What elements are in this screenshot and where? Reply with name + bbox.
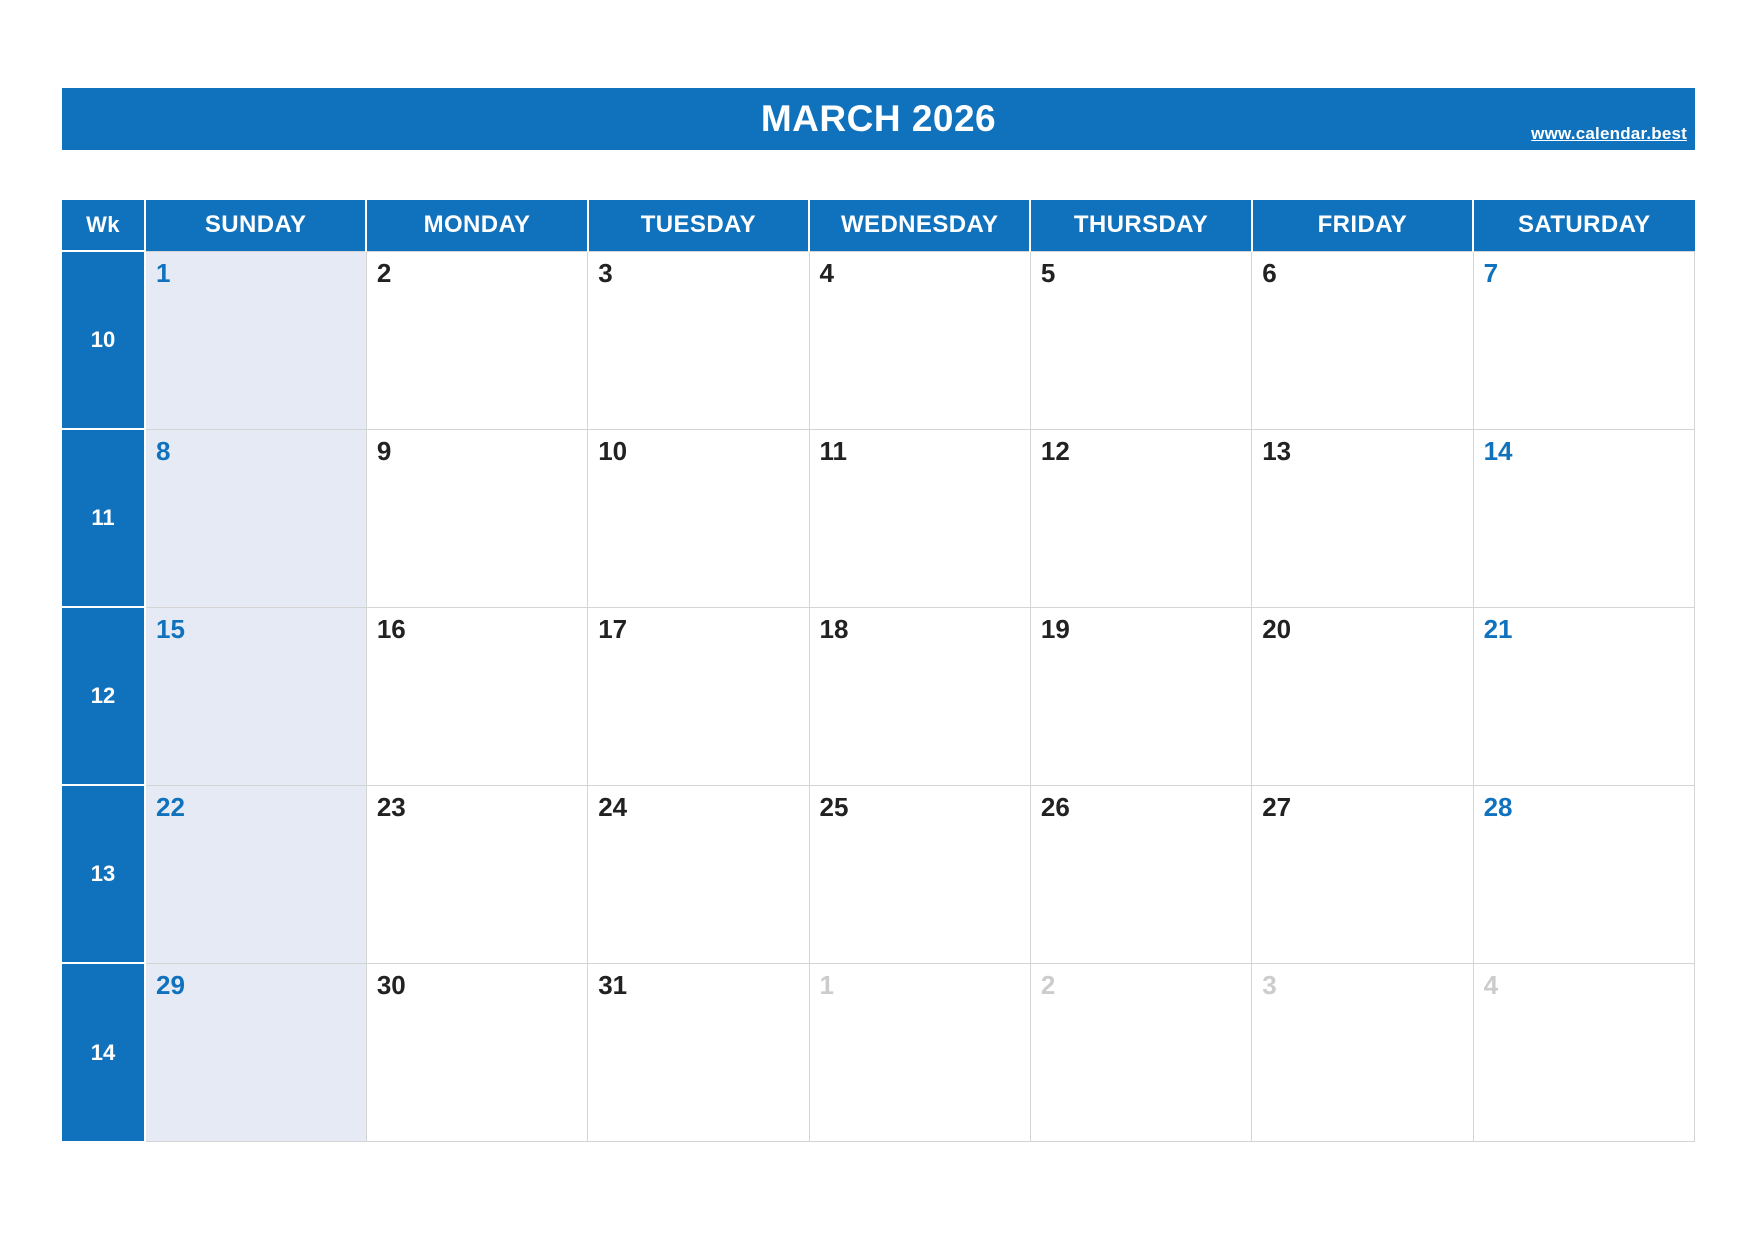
- day-number: 31: [598, 969, 628, 1000]
- day-number: 1: [156, 257, 171, 288]
- day-number: 30: [376, 969, 406, 1000]
- day-number: 23: [376, 791, 406, 822]
- calendar-grid: [62, 200, 1695, 1142]
- day-number: 13: [1262, 435, 1292, 466]
- day-cell[interactable]: [145, 785, 366, 963]
- day-cell[interactable]: [1473, 785, 1694, 963]
- day-number: 9: [376, 435, 392, 466]
- day-cell[interactable]: [1473, 251, 1694, 429]
- column-header-week: Wk: [62, 200, 145, 251]
- week-number: 10: [62, 251, 145, 429]
- column-header-sunday: SUNDAY: [145, 200, 366, 251]
- calendar-week-row: [62, 785, 1695, 963]
- day-cell[interactable]: [1252, 429, 1473, 607]
- day-number: 2: [376, 257, 392, 288]
- day-number: 22: [156, 791, 185, 822]
- day-number: 8: [156, 435, 171, 466]
- day-number: 12: [1040, 435, 1070, 466]
- column-header-monday: MONDAY: [366, 200, 587, 251]
- day-number: 18: [819, 613, 849, 644]
- week-number: 14: [62, 963, 145, 1141]
- calendar-week-row: [62, 251, 1695, 429]
- week-number: 12: [62, 607, 145, 785]
- day-number: 16: [376, 613, 406, 644]
- day-cell[interactable]: [1030, 251, 1251, 429]
- day-number: 19: [1040, 613, 1070, 644]
- day-number: 28: [1483, 791, 1513, 822]
- day-number: 2: [1040, 969, 1056, 1000]
- day-number: 27: [1262, 791, 1292, 822]
- calendar-week-row: [62, 429, 1695, 607]
- day-number: 17: [598, 613, 628, 644]
- day-number: 4: [1483, 969, 1499, 1000]
- day-number: 6: [1262, 257, 1277, 288]
- day-cell[interactable]: [809, 429, 1030, 607]
- week-number: 11: [62, 429, 145, 607]
- day-cell[interactable]: [809, 607, 1030, 785]
- day-cell[interactable]: [1473, 607, 1694, 785]
- calendar-header-row: [62, 200, 1695, 251]
- day-number: 4: [819, 257, 834, 288]
- day-cell[interactable]: [1473, 963, 1694, 1141]
- day-number: 14: [1483, 435, 1513, 466]
- day-number: 7: [1483, 257, 1499, 288]
- website-link[interactable]: www.calendar.best: [1531, 124, 1687, 143]
- day-cell[interactable]: [1030, 607, 1251, 785]
- day-number: 1: [819, 969, 834, 1000]
- day-cell[interactable]: [809, 251, 1030, 429]
- day-number: 10: [598, 435, 628, 466]
- day-cell[interactable]: [1030, 963, 1251, 1141]
- day-cell[interactable]: [145, 607, 366, 785]
- day-number: 3: [598, 257, 613, 288]
- day-number: 11: [819, 435, 848, 466]
- day-number: 21: [1483, 613, 1513, 644]
- day-cell[interactable]: [1030, 429, 1251, 607]
- column-header-saturday: SATURDAY: [1473, 200, 1694, 251]
- day-number: 5: [1040, 257, 1056, 288]
- calendar-week-row: [62, 963, 1695, 1141]
- day-cell[interactable]: [145, 251, 366, 429]
- day-cell[interactable]: [145, 963, 366, 1141]
- column-header-friday: FRIDAY: [1252, 200, 1473, 251]
- page-title: MARCH 2026: [760, 98, 997, 139]
- day-cell[interactable]: [1030, 785, 1251, 963]
- day-cell[interactable]: [588, 607, 809, 785]
- column-header-thursday: THURSDAY: [1030, 200, 1251, 251]
- day-number: 26: [1040, 791, 1070, 822]
- day-cell[interactable]: [1252, 785, 1473, 963]
- day-cell[interactable]: [1252, 607, 1473, 785]
- day-cell[interactable]: [366, 785, 587, 963]
- day-cell[interactable]: [588, 785, 809, 963]
- day-cell[interactable]: [588, 429, 809, 607]
- day-number: 25: [819, 791, 849, 822]
- column-header-tuesday: TUESDAY: [588, 200, 809, 251]
- day-number: 29: [156, 969, 185, 1000]
- calendar-title-bar: [62, 88, 1695, 150]
- column-header-wednesday: WEDNESDAY: [809, 200, 1030, 251]
- day-cell[interactable]: [1252, 963, 1473, 1141]
- day-number: 15: [156, 613, 185, 644]
- week-number: 13: [62, 785, 145, 963]
- calendar-week-row: [62, 607, 1695, 785]
- day-cell[interactable]: [1252, 251, 1473, 429]
- day-cell[interactable]: [145, 429, 366, 607]
- day-number: 20: [1262, 613, 1292, 644]
- day-number: 3: [1262, 969, 1277, 1000]
- day-cell[interactable]: [366, 429, 587, 607]
- day-cell[interactable]: [366, 607, 587, 785]
- day-number: 24: [598, 791, 628, 822]
- day-cell[interactable]: [809, 785, 1030, 963]
- day-cell[interactable]: [366, 963, 587, 1141]
- day-cell[interactable]: [1473, 429, 1694, 607]
- day-cell[interactable]: [588, 251, 809, 429]
- day-cell[interactable]: [366, 251, 587, 429]
- day-cell[interactable]: [809, 963, 1030, 1141]
- day-cell[interactable]: [588, 963, 809, 1141]
